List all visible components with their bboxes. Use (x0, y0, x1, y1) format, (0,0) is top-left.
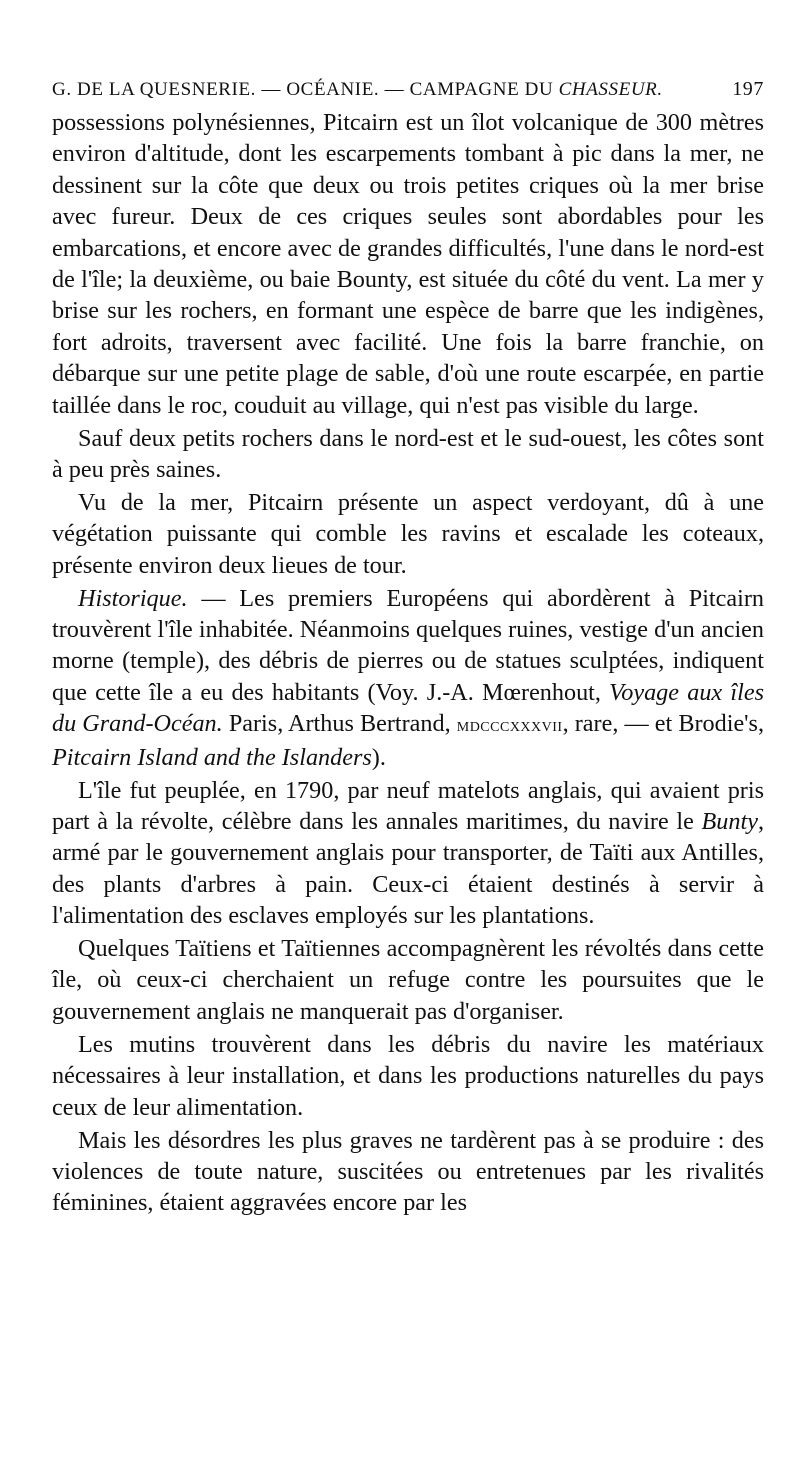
paragraph-7: Les mutins trouvèrent dans les débris du navire les matériaux nécessaires à leur installation, et dans les productions naturelles du pays ceux de leur alimentation. (52, 1030, 764, 1121)
roman-year: mdcccxxxvii (456, 714, 563, 737)
section-label-historique: Historique. (78, 584, 188, 612)
paragraph-2: Sauf deux petits rochers dans le nord-est et le sud-ouest, les côtes sont à peu près saines. (52, 424, 764, 483)
paragraph-text: , armé par le gouvernement anglais pour transporter, de Taïti aux Antilles, des plants d'arbres à pain. Ceux-ci étaient destinés à servir à l'alimentation des esclaves employés sur les plantations. (52, 807, 764, 930)
header-campaign: CAMPAGNE DU (409, 79, 559, 100)
paragraph-historique (52, 583, 764, 773)
paragraph-1: possessions polynésiennes, Pitcairn est un îlot volcanique de 300 mètres environ d'altitude, dont les escarpements tombant à pic dans la mer, ne dessinent sur la côte que deux ou trois petites criques où la mer brise avec fureur. Deux de ces criques seules sont abordables pour les embarcations, et encore avec de grandes difficultés, l'une dans le nord-est de l'île; la deuxième, ou baie Bounty, est située du côté du vent. La mer y brise sur les rochers, en formant une espèce de barre que les indigènes, fort adroits, traversent avec facilité. Une fois la barre franchie, on débarque sur une petite plage de sable, d'où une route escarpée, en partie taillée dans le roc, couduit au village, qui n'est pas visible du large. (52, 109, 764, 419)
header-ship-name: CHASSEUR. (558, 79, 663, 100)
header-separator: — (256, 79, 287, 100)
header-separator: — (379, 79, 410, 100)
paragraph-text: L'île fut peuplée, en 1790, par neuf matelots anglais, qui avaient pris part à la révolte, célèbre dans les annales maritimes, du navire le (52, 776, 764, 835)
header-title (52, 79, 663, 101)
paragraph-text: ). (371, 743, 386, 771)
header-author: G. DE LA QUESNERIE. (52, 79, 257, 100)
header-region: OCÉANIE. (286, 79, 380, 100)
paragraph-text: — Les premiers Européens qui abordèrent à Pitcairn trouvèrent l'île inhabitée. Néanmoins quelques ruines, vestige d'un ancien morne (temple), des débris de pierres ou de statues sculptées, indiquent que cette île a eu des habitants (Voy. J.-A. Mœrenhout, (52, 584, 764, 706)
paragraph-5 (52, 775, 764, 932)
running-header (52, 78, 764, 101)
ship-name-bunty: Bunty (701, 807, 758, 835)
book-title-voyage: Voyage aux îles du Grand-Océan. (52, 678, 764, 738)
paragraph-3: Vu de la mer, Pitcairn présente un aspect verdoyant, dû à une végétation puissante qui comble les ravins et escalade les coteaux, présente environ deux lieues de tour. (52, 488, 764, 579)
paragraph-8: Mais les désordres les plus graves ne tardèrent pas à se produire : des violences de toute nature, suscitées ou entretenues par les rivalités féminines, étaient aggravées encore par les (52, 1126, 764, 1217)
paragraph-text: , rare, — et Brodie's, (562, 710, 765, 738)
page-number: 197 (732, 78, 764, 100)
paragraph-text: Paris, Arthus Bertrand, (222, 710, 457, 738)
paragraph-6: Quelques Taïtiens et Taïtiennes accompagnèrent les révoltés dans cette île, où ceux-ci cherchaient un refuge contre les poursuites que le gouvernement anglais ne manquerait pas d'organiser. (52, 935, 764, 1025)
body-text (52, 107, 764, 1219)
book-page (52, 78, 764, 1220)
book-title-pitcairn: Pitcairn Island and the Islanders (52, 743, 372, 771)
